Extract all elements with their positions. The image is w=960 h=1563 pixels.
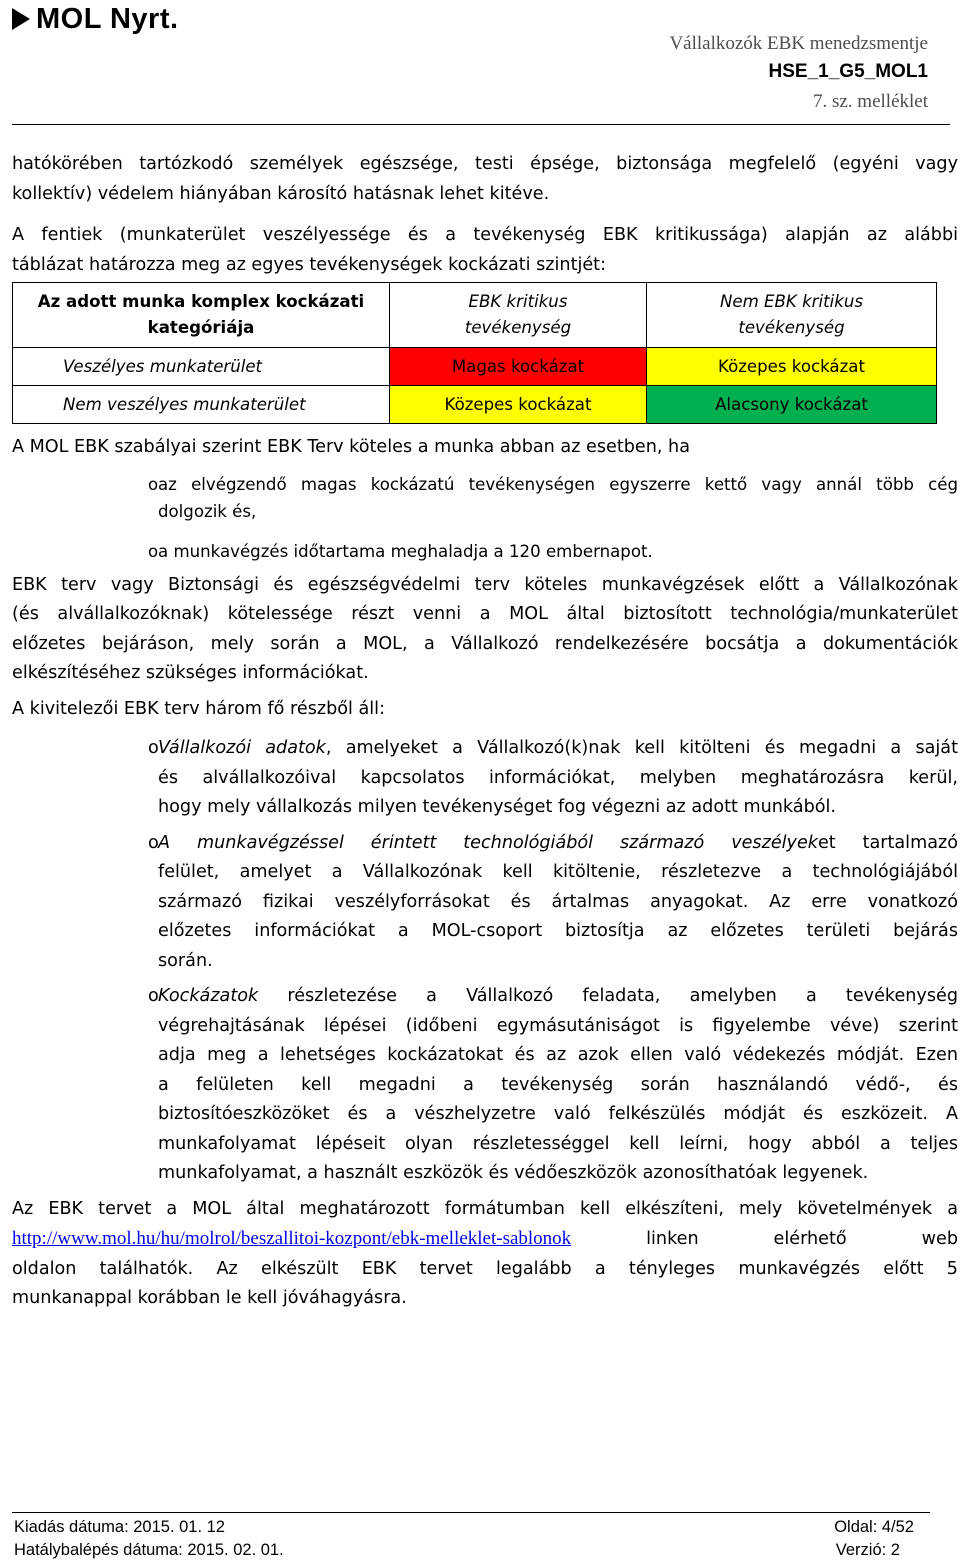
bullet-icon: o <box>148 738 159 758</box>
part-line: Vállalkozói adatok, amelyeket a Vállalkozó(k)nak kell kitölteni és megadni a saját <box>158 738 958 758</box>
doc-code: HSE_1_G5_MOL1 <box>768 61 928 82</box>
risk-table <box>12 282 937 424</box>
logo-triangle-icon <box>12 8 30 30</box>
condition-line: a munkavégzés időtartama meghaladja a 120 embernapot. <box>158 541 653 561</box>
company-logo <box>12 4 179 34</box>
plan-line: EBK terv vagy Biztonsági és egészségvédelmi terv köteles munkavégzések előtt a Vállalkozónak <box>12 574 958 595</box>
bullet-icon: o <box>148 474 159 494</box>
template-link[interactable]: http://www.mol.hu/hu/molrol/beszallitoi-kozpont/ebk-melleklet-sablonok <box>12 1228 572 1249</box>
part-line: a felületen kell megadni a tevékenység során használandó védő-, és <box>158 1074 958 1095</box>
list-item <box>12 471 958 525</box>
bullet-icon: o <box>148 832 159 853</box>
header-cell-noncritical: Nem EBK kritikus tevékenység <box>647 283 937 348</box>
risk-cell-medium: Közepes kockázat <box>390 386 647 424</box>
area-cell: Veszélyes munkaterület <box>13 348 390 386</box>
header-divider <box>12 124 950 125</box>
part-line: végrehajtásának lépései (időbeni egymásutániságot is figyelembe véve) szerint <box>158 1015 958 1036</box>
table-row <box>13 386 937 424</box>
condition-line: az elvégzendő magas kockázatú tevékenységen egyszerre kettő vagy annál több cég <box>158 474 958 494</box>
part-line: A munkavégzéssel érintett technológiából származó veszélyeket tartalmazó <box>158 832 958 853</box>
plan-line: előzetes bejáráson, mely során a MOL, a Vállalkozó rendelkezésére bocsátja a dokumentációk <box>12 633 958 654</box>
parts-intro: A kivitelezői EBK terv három fő részből áll: <box>12 698 385 719</box>
part-line: felület, amelyet a Vállalkozónak kell kitöltenie, részletezve a technológiájából <box>158 862 958 882</box>
part-line: és alvállalkozóival kapcsolatos információkat, melyben meghatározásra kerül, <box>158 767 958 788</box>
part-line: biztosítóeszközöket és a vészhelyzetre való felkészülés módját és eszközeit. A <box>158 1104 958 1124</box>
logo-text: MOL Nyrt. <box>36 2 179 35</box>
table-row <box>13 348 937 386</box>
part-line: származó fizikai veszélyforrásokat és ártalmas anyagokat. Az erre vonatkozó <box>158 891 958 912</box>
final-line: Az EBK tervet a MOL által meghatározott formátumban kell elkészíteni, mely követelmények a <box>12 1198 958 1219</box>
effective-date: Hatálybalépés dátuma: 2015. 02. 01. <box>14 1541 284 1559</box>
header-cell-critical: EBK kritikus tevékenység <box>390 283 647 348</box>
issue-date: Kiadás dátuma: 2015. 01. 12 <box>14 1518 225 1536</box>
table-intro-line: A fentiek (munkaterület veszélyessége és a tevékenység EBK kritikussága) alapján az alábbi <box>12 225 958 245</box>
area-cell: Nem veszélyes munkaterület <box>13 386 390 424</box>
list-item <box>12 538 958 565</box>
risk-table-header <box>13 283 937 348</box>
part-line: előzetes információkat a MOL-csoport biztosítja az előzetes területi bejárás <box>158 921 958 941</box>
version: Verzió: 2 <box>835 1541 900 1559</box>
plan-line: (és alvállalkozóknak) kötelessége részt venni a MOL által biztosított technológia/munkaterület <box>12 604 958 624</box>
condition-line: dolgozik és, <box>158 501 257 521</box>
part-line: során. <box>158 950 213 971</box>
page-number: Oldal: 4/52 <box>834 1518 914 1536</box>
part-line: hogy mely vállalkozás milyen tevékenységet fog végezni az adott munkából. <box>158 797 836 817</box>
part-line: munkafolyamat, a használt eszközök és védőeszközök azonosíthatóak legyenek. <box>158 1163 869 1183</box>
part-line: adja meg a lehetséges kockázatokat és az azok ellen való védekezés módját. Ezen <box>158 1045 958 1065</box>
part-line: munkafolyamat lépéseit olyan részletességgel kell leírni, hogy abból a teljes <box>158 1133 958 1154</box>
footer-divider <box>12 1512 930 1513</box>
risk-cell-medium: Közepes kockázat <box>647 348 937 386</box>
header-cell-category: Az adott munka komplex kockázati kategóriája <box>13 283 390 348</box>
final-line: http://www.mol.hu/hu/molrol/beszallitoi-kozpont/ebk-melleklet-sablonok linken elérhető web <box>12 1228 958 1249</box>
bullet-icon: o <box>148 541 159 561</box>
page-body <box>12 150 958 1314</box>
list-item <box>12 982 958 1189</box>
plan-line: elkészítéséhez szükséges információkat. <box>12 663 369 683</box>
annex-label: 7. sz. melléklet <box>812 91 928 112</box>
ebk-rule: A MOL EBK szabályai szerint EBK Terv köteles a munka abban az esetben, ha <box>12 437 690 457</box>
final-line: oldalon találhatók. Az elkészült EBK tervet legalább a tényleges munkavégzés előtt 5 <box>12 1258 958 1279</box>
bullet-icon: o <box>148 986 159 1006</box>
list-item <box>12 829 958 977</box>
list-item <box>12 734 958 823</box>
risk-cell-high: Magas kockázat <box>390 348 647 386</box>
part-line: Kockázatok részletezése a Vállalkozó feladata, amelyben a tevékenység <box>158 986 958 1006</box>
risk-cell-low: Alacsony kockázat <box>647 386 937 424</box>
final-line: munkanappal korábban le kell jóváhagyásra. <box>12 1288 407 1308</box>
table-intro-line: táblázat határozza meg az egyes tevékenységek kockázati szintjét: <box>12 254 607 275</box>
intro-line: hatókörében tartózkodó személyek egészsége, testi épsége, biztonsága megfelelő (egyéni vagy <box>12 154 958 174</box>
doc-title: Vállalkozók EBK menedzsmentje <box>669 33 928 54</box>
intro-line: kollektív) védelem hiányában károsító hatásnak lehet kitéve. <box>12 183 550 204</box>
